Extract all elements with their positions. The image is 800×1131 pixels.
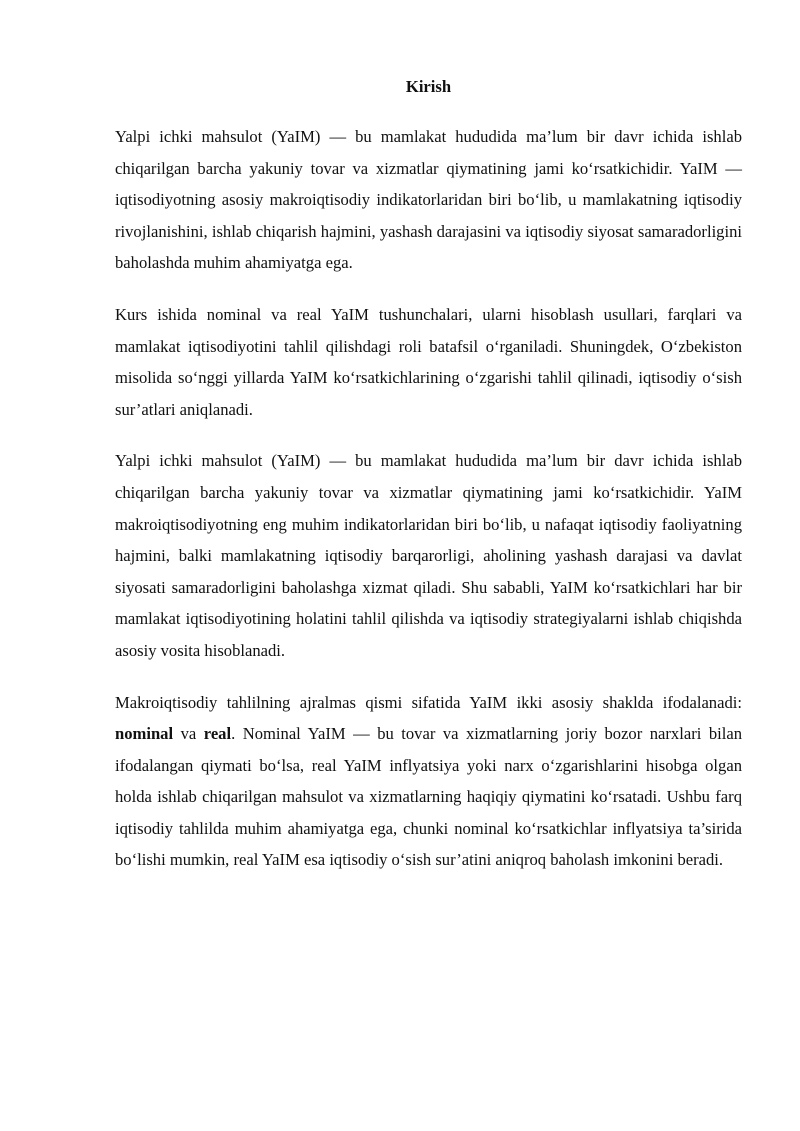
paragraph-2: Kurs ishida nominal va real YaIM tushunchalari, ularni hisoblash usullari, farqlari va mamlakat iqtisodiyotini tahlil qilishdagi roli batafsil o‘rganiladi. Shuningdek, O‘zbekiston misolida so‘nggi yillarda YaIM ko‘rsatkichlarining o‘zgarishi tahlil qilinadi, iqtisodiy o‘sish sur’atlari aniqlanadi.	[115, 304, 742, 419]
term-nominal: nominal	[115, 724, 174, 744]
paragraph-4	[115, 687, 742, 877]
section-title: Kirish	[405, 77, 452, 96]
paragraph-1: Yalpi ichki mahsulot (YaIM) — bu mamlakat hududida ma’lum bir davr ichida ishlab chiqarilgan barcha yakuniy tovar va xizmatlar qiymatining jami ko‘rsatkichidir. YaIM — iqtisodiyotning asosiy makroiqtisodiy indikatorlaridan biri bo‘lib, u mamlakatning iqtisodiy rivojlanishini, ishlab chiqarish hajmini, yashash darajasini va iqtisodiy siyosat samaradorligini baholashda muhim ahamiyatga ega.	[115, 127, 742, 273]
paragraph-4-conjunction: va	[173, 724, 204, 744]
term-real: real	[203, 724, 232, 744]
document-body	[115, 74, 742, 876]
paragraph-3: Yalpi ichki mahsulot (YaIM) — bu mamlakat hududida ma’lum bir davr ichida ishlab chiqarilgan barcha yakuniy tovar va xizmatlar qiymatining jami ko‘rsatkichidir. YaIM makroiqtisodiyotning eng muhim indikatorlaridan biri bo‘lib, u nafaqat iqtisodiy faoliyatning hajmini, balki mamlakatning iqtisodiy barqarorligi, aholining yashash darajasi va davlat siyosati samaradorligini baholashga xizmat qiladi. Shu sababli, YaIM ko‘rsatkichlari har bir mamlakat iqtisodiyotining holatini tahlil qilishda va iqtisodiy strategiyalarni ishlab chiqishda asosiy vosita hisoblanadi.	[115, 451, 742, 660]
paragraph-4-rest: . Nominal YaIM — bu tovar va xizmatlarning joriy bozor narxlari bilan ifodalangan qiymati bo‘lsa, real YaIM inflyatsiya yoki narx o‘zgarishlarini hisobga olgan holda ishlab chiqarilgan mahsulot va xizmatlarning haqiqiy qiymatini ko‘rsatadi. Ushbu farq iqtisodiy tahlilda muhim ahamiyatga ega, chunki nominal ko‘rsatkichlar inflyatsiya ta’sirida bo‘lishi mumkin, real YaIM esa iqtisodiy o‘sish sur’atini aniqroq baholash imkonini beradi.	[115, 724, 742, 870]
paragraph-4-intro: Makroiqtisodiy tahlilning ajralmas qismi sifatida YaIM ikki asosiy shaklda ifodalanadi:	[115, 692, 742, 712]
